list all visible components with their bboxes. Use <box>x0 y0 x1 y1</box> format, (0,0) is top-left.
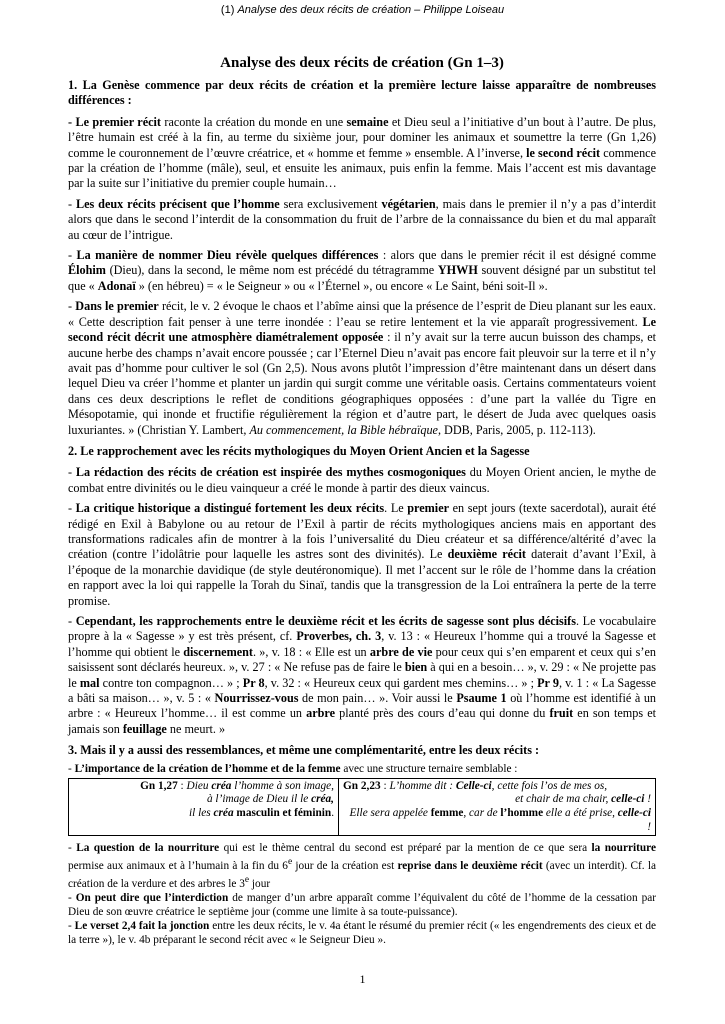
paragraph-man-woman <box>68 762 656 776</box>
paragraph-verse-2-4 <box>68 919 656 947</box>
header-number: (1) <box>220 4 235 16</box>
bold-span: Le second récit décrit une atmosphère diamétralement opposée <box>68 314 656 345</box>
bold-italic-span: celle-ci <box>611 793 645 806</box>
bold-span: feuillage <box>122 721 167 736</box>
italic-span: Au commencement, la Bible hébraïque <box>249 422 438 437</box>
text-span: : <box>380 779 390 792</box>
text-span: planté près des cours d’eau qui donne du <box>335 706 550 721</box>
bold-italic-span: créa <box>213 806 234 819</box>
bold-span: femme <box>430 806 464 819</box>
bold-span: Pr 9 <box>537 675 559 690</box>
section-3-heading: 3. Mais il y a aussi des ressemblances, et même une complémentarité, entre les deux récits : <box>68 743 540 758</box>
text-span: . Le vocabulaire propre à la « Sagesse » y est très présent, cf. <box>68 614 656 644</box>
text-span: » (en hébreu) = « le Seigneur » ou « l’Éternel », ou encore « Le Saint, béni soit-Il ». <box>135 278 548 293</box>
text-span: où l’homme est identifié à un arbre : « Heureux l’homme… il est comme un <box>68 691 657 721</box>
text-span: souvent désigné par un substitut tel que « <box>68 263 656 293</box>
text-span: - <box>68 842 77 855</box>
bold-span: premier <box>407 501 450 516</box>
bold-span: La critique historique a distingué fortement les deux récits <box>75 501 385 516</box>
italic-span: ! <box>644 793 651 806</box>
bold-span: discernement <box>183 644 253 659</box>
italic-span: L’homme dit : <box>389 779 456 792</box>
header-author: Philippe Loiseau <box>423 4 505 16</box>
text-span: : <box>177 779 187 792</box>
bold-span: mal <box>79 675 100 690</box>
bold-span: Élohim <box>68 263 106 278</box>
table-cell-gn-1-27 <box>69 778 339 835</box>
section-2-heading: 2. Le rapprochement avec les récits mythologiques du Moyen Orient Ancien et la Sagesse <box>68 443 530 458</box>
text-span: , mais dans le premier il n’y a pas d’interdit alors que dans le second l’interdit de la consommation du fruit de l’arbre de la connaissance du bien et du mal apparaît au cœur de l’intrigue. <box>68 196 656 242</box>
bold-span: deuxième récit <box>447 547 526 562</box>
cell-line <box>73 793 334 807</box>
paragraph-vegetarian <box>68 197 656 243</box>
paragraph-wisdom-writings <box>68 614 656 737</box>
bold-span: Psaume 1 <box>456 691 507 706</box>
text-span: pour ceux qui s’en emparent et ceux qui s’en saisissent sont déclarés heureux. », v. 27 : « Ne refuse pas de faire le <box>68 644 656 675</box>
text-span: - <box>68 920 75 933</box>
italic-span: Elle sera appelée <box>349 806 431 819</box>
text-span: - <box>68 248 77 263</box>
italic-span: elle a été prise, <box>543 806 618 819</box>
table-row <box>69 778 656 835</box>
bold-span: Les deux récits précisent que l’homme <box>75 196 280 211</box>
italic-span: ! <box>647 820 651 833</box>
text-span: du Moyen Orient ancien, le mythe de combat entre divinités ou le dieu vainqueur a créé le monde à partir des dieux vaincus. <box>68 465 657 495</box>
text-span: . », v. 18 : « Elle est un <box>253 644 370 659</box>
text-span: , v. 32 : « Heureux ceux qui gardent mes chemins… » ; <box>264 675 538 690</box>
text-span: - <box>68 501 76 516</box>
text-span: en son temps et jamais son <box>68 706 657 736</box>
text-span: - <box>68 465 76 480</box>
comparison-table <box>68 778 656 836</box>
bold-span: Dans le premier <box>75 299 159 314</box>
italic-span: et chair de ma chair, <box>515 793 612 806</box>
text-span: - <box>68 196 76 211</box>
bold-italic-span: créa, <box>311 793 335 806</box>
bold-span: La manière de nommer Dieu révèle quelques différences <box>76 248 379 263</box>
cell-line <box>343 807 651 834</box>
bold-span: La rédaction des récits de création est inspirée des mythes cosmogoniques <box>75 465 466 480</box>
text-span: . Le <box>384 501 408 516</box>
text-span: récit, le v. 2 évoque le chaos et l’abîme ainsi que la présence de l’esprit de Dieu planant sur les eaux. « Cette description fait penser à une terre inondée : l’eau se retire lentement et la vie apparaît progressivement. <box>68 299 656 329</box>
paragraph-historical-criticism <box>68 501 656 609</box>
bold-span: Proverbes, ch. 3 <box>296 629 382 644</box>
text-span: ne meurt. » <box>166 721 226 736</box>
text-span: de manger d’un arbre apparaît comme l’équivalent du côté de l’homme de la cessation par Dieu de son œuvre créatrice le septième jour (comme une limite à sa toute-puissance). <box>68 891 656 919</box>
text-span: en sept jours (texte sacerdotal), aurait été rédigé en Exil à Babylone ou au retour de l’Exil à partir de récits mythologiques anciens mais en apportant des transformations radicales afin de montrer à la fois l’universalité du Dieu créateur et sa différence/altérité d’avec la création (contre l’idolâtrie pour laquelle les astres sont des divinités). Le <box>68 501 656 562</box>
bold-span: semaine <box>346 114 389 129</box>
bold-span: arbre de vie <box>369 644 433 659</box>
cell-line <box>343 793 651 807</box>
bold-italic-span: Celle-ci <box>455 779 492 792</box>
paragraph-names-of-god <box>68 248 656 294</box>
text-span: (avec un interdit). Cf. la création de la verdure et des arbres le 3 <box>68 859 657 890</box>
text-span: permise aux animaux et à l’humain à la fin du 6 <box>68 859 288 872</box>
bold-span: La question de la nourriture <box>76 842 220 855</box>
text-span: - <box>68 614 76 628</box>
text-span: sera exclusivement <box>279 196 382 211</box>
text-span: daterait d’avant l’Exil, à l’époque de la monarchie davidique (de style deutéronomique). Il met l’accent sur le rôle de l’homme dans la création en rapport avec la loi qui rappelle la Torah du Sinaï, tandis que la transgression de la Loi entraînera la perte de la terre promise. <box>68 547 657 608</box>
italic-span: , car de <box>463 806 501 819</box>
bold-span: bien <box>404 660 428 675</box>
superscript: e <box>287 857 293 868</box>
text-span: à qui en a besoin… », v. 29 : « Ne projette pas le <box>68 660 656 690</box>
bold-span: reprise dans le deuxième récit <box>397 859 543 872</box>
paragraph-prohibition <box>68 891 656 919</box>
page-number: 1 <box>359 972 366 986</box>
italic-span: Dieu <box>186 779 212 792</box>
cell-line <box>73 780 334 794</box>
bold-italic-span: celle-ci <box>617 806 651 819</box>
section-1-heading: 1. La Genèse commence par deux récits de création et la première lecture laisse apparaître de nombreuses différences : <box>68 78 656 108</box>
cell-line <box>343 780 651 794</box>
bold-span: la nourriture <box>591 842 656 855</box>
text-span: de mon pain… ». Voir aussi le <box>298 691 457 706</box>
italic-span: il les <box>189 806 214 819</box>
bold-italic-span: créa <box>211 779 232 792</box>
paragraph-first-account <box>68 115 656 192</box>
text-span: jour <box>249 877 271 890</box>
cell-line <box>73 807 334 821</box>
text-span: avec une structure ternaire semblable : <box>340 762 518 775</box>
bold-span: arbre <box>306 706 336 721</box>
bold-span: végétarien <box>381 196 436 211</box>
text-span: (Dieu), dans la second, le même nom est précédé du tétragramme <box>105 263 438 278</box>
bold-span: Nourrissez-vous <box>214 691 299 706</box>
bold-span: L’importance de la création de l’homme et de la femme <box>74 762 341 775</box>
header-separator: – <box>411 4 424 16</box>
text-span: - <box>68 891 76 904</box>
verse-ref: Gn 1,27 <box>140 779 178 792</box>
italic-span: , cette fois l’os de mes os, <box>491 779 608 792</box>
verse-ref: Gn 2,23 <box>343 779 381 792</box>
text-span: entre les deux récits, le v. 4a étant le résumé du premier récit (« les engendrements des cieux et de la terre »), le v. 4b préparant le second récit avec « le Seigneur Dieu ». <box>68 920 657 947</box>
text-span: qui est le thème central du second est préparé par la mention de ce que sera <box>219 842 592 855</box>
bold-span: masculin et féminin <box>233 806 332 819</box>
header-title: Analyse des deux récits de création <box>237 4 412 16</box>
text-span: commence par la création de l’homme (mâle), seul, et ensuite les animaux, puis enfin la femme. Mais l’accent est mis davantage par la suite sur l’initiative du premier couple humain… <box>68 145 656 191</box>
text-span: , v. 1 : « La Sagesse a bâti sa maison… », v. 5 : « <box>68 675 656 706</box>
paragraph-chaos-desert <box>68 299 656 438</box>
bold-span: - Le premier récit <box>68 114 161 129</box>
text-span: - <box>68 299 76 314</box>
document-body <box>68 55 656 947</box>
bold-span: YHWH <box>437 263 478 278</box>
italic-span: l’homme à son image, <box>231 779 335 792</box>
bold-span: le second récit <box>526 145 601 160</box>
text-span: : alors que dans le premier récit il est désigné comme <box>378 248 656 263</box>
bold-span: fruit <box>549 706 574 721</box>
text-span: - <box>68 762 75 775</box>
paragraph-food <box>68 841 656 891</box>
bold-span: Pr 8 <box>242 675 265 690</box>
document-title: Analyse des deux récits de création (Gn 1–3) <box>220 55 504 71</box>
text-span: , DDB, Paris, 2005, p. 112-113). <box>437 422 596 437</box>
italic-span: à l’image de Dieu il le <box>206 793 312 806</box>
text-span: jour de la création est <box>292 859 398 872</box>
superscript: e <box>244 875 250 886</box>
text-span: et Dieu seul a l’initiative d’un bout à l’autre. De plus, l’être humain est créé à la fin, au terme du sixième jour, pour dominer les animaux et soumettre la terre (Gn 1,26) comme le couronnement de l’œuvre créatrice, et « homme et femme » ensemble. A l’inverse, <box>68 114 656 160</box>
text-span: : il n’y avait sur la terre aucun buisson des champs, et aucune herbe des champs n’avait encore poussée ; car l’Eternel Dieu n’avait pas encore fait pleuvoir sur la terre et il n’y avait pas d’homme pour cultiver le sol (Gn 2,5). Nous avons plutôt l’impression d’être maintenant dans un désert dans lequel Dieu va créer l’homme et planter un jardin qui surgit comme une véritable oasis. Certains commentateurs voient dans ces deux descriptions le reflet de conditions géographiques opposées : d’une part la vallée du Tigre en Mésopotamie, qui inonde et fructifie régulièrement la région et d’autre part, le désert de Juda avec quelques oasis luxuriantes. » (Christian Y. Lambert, <box>68 330 656 437</box>
bold-span: Adonaï <box>97 278 136 293</box>
bold-span: Cependant, les rapprochements entre le deuxième récit et les écrits de sagesse sont plus décisifs <box>75 614 576 628</box>
text-span: raconte la création du monde en une <box>160 114 347 129</box>
bold-span: On peut dire que l’interdiction <box>75 891 229 904</box>
text-span: . <box>331 806 335 819</box>
running-header <box>0 4 725 16</box>
bold-span: Le verset 2,4 fait la jonction <box>74 920 210 933</box>
text-span: contre ton compagnon… » ; <box>99 675 243 690</box>
text-span: , v. 13 : « Heureux l’homme qui a trouvé la Sagesse et l’homme qui obtient le <box>68 629 656 659</box>
table-cell-gn-2-23 <box>339 778 656 835</box>
bold-span: l’homme <box>500 806 544 819</box>
paragraph-cosmogonic-myths <box>68 465 656 496</box>
